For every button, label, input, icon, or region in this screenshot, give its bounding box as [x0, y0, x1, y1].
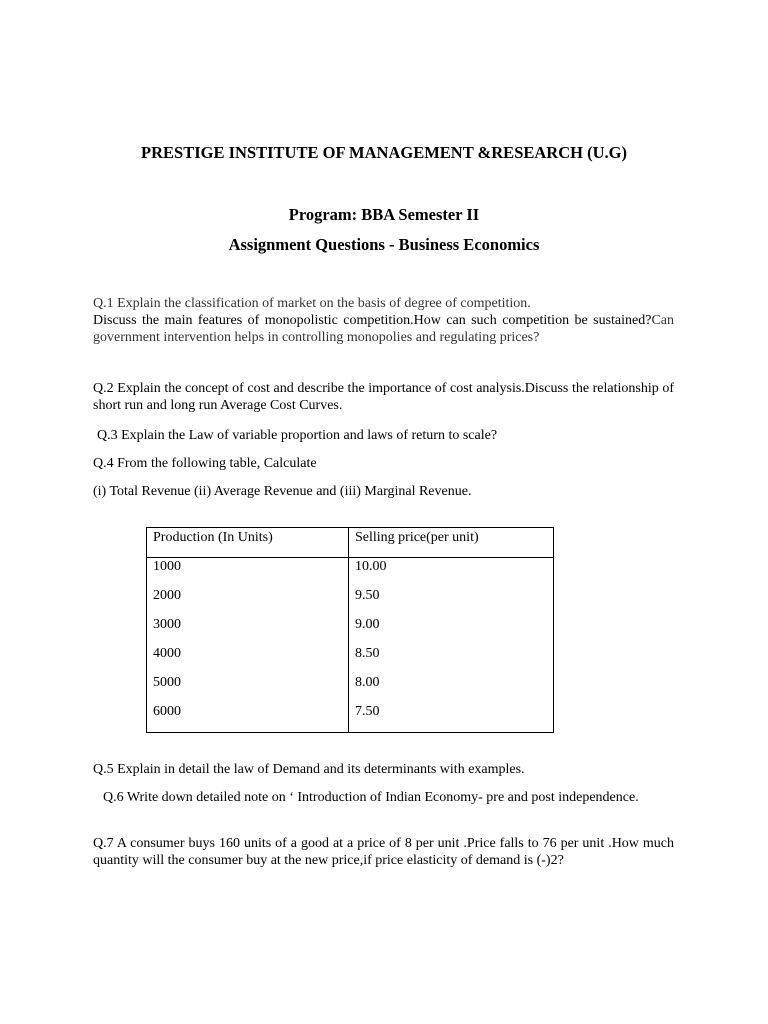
table-row — [147, 674, 554, 703]
assignment-title: Assignment Questions - Business Economics — [228, 235, 540, 254]
table-row — [147, 616, 554, 645]
table-cell-production: 2000 — [147, 587, 349, 616]
table-row — [147, 587, 554, 616]
question-1-intro: Q.1 Explain the classification of market on the basis of degree of competition. — [93, 296, 531, 311]
table-row — [147, 703, 554, 733]
table-cell-production: 4000 — [147, 645, 349, 674]
table-row — [147, 645, 554, 674]
question-4-subparts: (i) Total Revenue (ii) Average Revenue and (iii) Marginal Revenue. — [93, 484, 472, 499]
table-cell-production: 6000 — [147, 703, 349, 733]
table-cell-production: 3000 — [147, 616, 349, 645]
table-cell-price: 10.00 — [349, 558, 554, 588]
table-header-price: Selling price(per unit) — [349, 528, 554, 558]
table-cell-production: 1000 — [147, 558, 349, 588]
table-cell-price: 8.50 — [349, 645, 554, 674]
question-4: Q.4 From the following table, Calculate — [93, 456, 317, 471]
question-7: Q.7 A consumer buys 160 units of a good at a price of 8 per unit .Price falls to 76 per unit .How much quantity will the consumer buy at the new price,if price elasticity of demand is (-)2? — [93, 836, 674, 868]
question-6: Q.6 Write down detailed note on ‘ Introduction of Indian Economy- pre and post independence. — [103, 790, 639, 805]
program-title: Program: BBA Semester II — [288, 205, 480, 224]
question-1-body — [93, 313, 674, 346]
table-header-row — [147, 528, 554, 558]
revenue-table — [146, 527, 554, 733]
question-3: Q.3 Explain the Law of variable proportion and laws of return to scale? — [97, 428, 498, 443]
table-cell-price: 9.00 — [349, 616, 554, 645]
table-cell-price: 9.50 — [349, 587, 554, 616]
question-1-part-1: Discuss the main features of monopolistic competition.How can such competition be sustained? — [93, 313, 652, 328]
question-5: Q.5 Explain in detail the law of Demand and its determinants with examples. — [93, 762, 525, 777]
table-cell-price: 8.00 — [349, 674, 554, 703]
institute-title: PRESTIGE INSTITUTE OF MANAGEMENT &RESEARCH (U.G) — [141, 143, 627, 162]
question-2: Q.2 Explain the concept of cost and describe the importance of cost analysis.Discuss the relationship of short run and long run Average Cost Curves. — [93, 381, 674, 413]
table-header-production: Production (In Units) — [147, 528, 349, 558]
table-row — [147, 558, 554, 588]
question-1-part-2: Can government intervention helps in controlling monopolies and regulating prices? — [93, 313, 674, 345]
table-cell-price: 7.50 — [349, 703, 554, 733]
table-cell-production: 5000 — [147, 674, 349, 703]
